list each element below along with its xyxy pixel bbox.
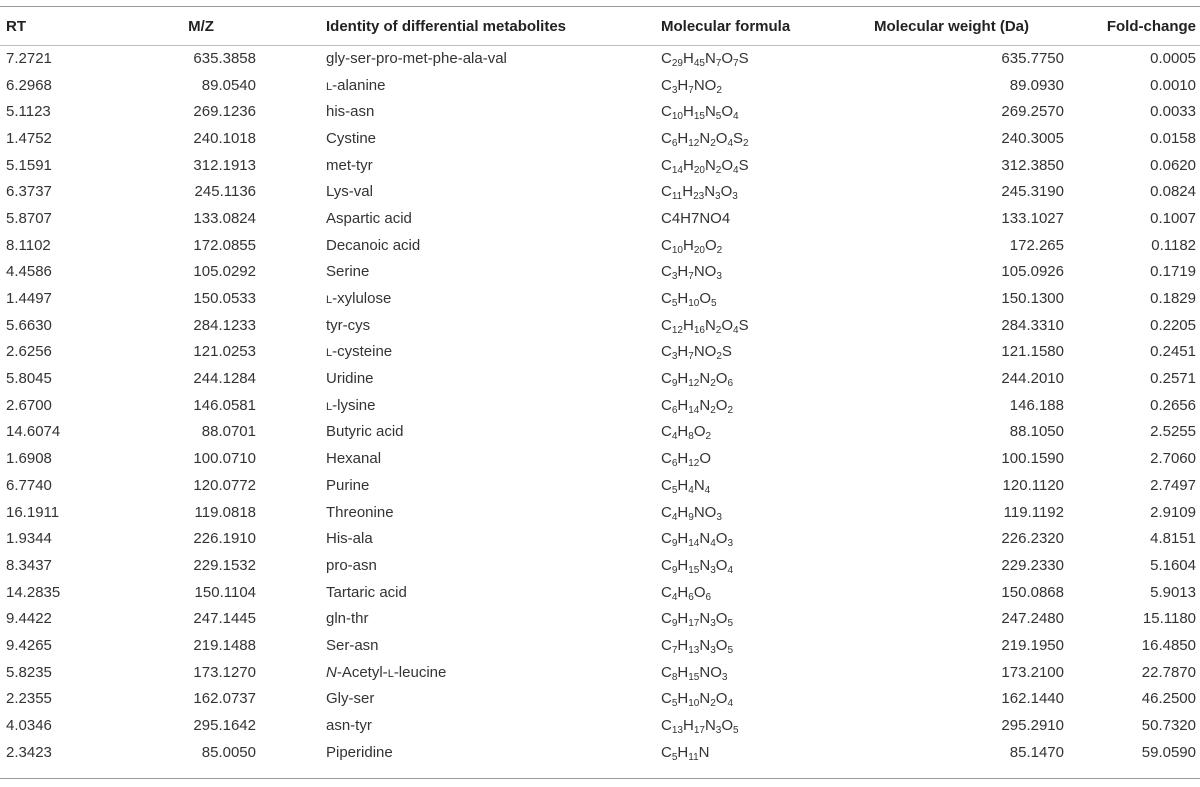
header-rt: RT — [6, 17, 26, 35]
cell-molecular-weight: 162.1440 — [1001, 690, 1064, 708]
cell-mz: 284.1233 — [193, 316, 256, 334]
table-row — [0, 312, 1200, 339]
cell-formula: $C_4H_6O_6$ — [661, 583, 712, 603]
cell-identity: Hexanal — [326, 450, 382, 468]
table-row — [0, 712, 1200, 739]
header-molecular-weight: Molecular weight (Da) — [874, 17, 1030, 35]
cell-identity: Gly-ser — [326, 690, 375, 708]
cell-fold-change: 0.2451 — [1150, 343, 1196, 361]
cell-fold-change: 0.0620 — [1150, 156, 1196, 174]
cell-identity: gln-thr — [326, 610, 369, 628]
cell-rt: 5.6630 — [6, 316, 52, 334]
cell-identity: met-tyr — [326, 156, 373, 174]
cell-rt: 1.6908 — [6, 450, 52, 468]
cell-formula: $C_3H_7NO_2S$ — [661, 343, 732, 363]
cell-identity: tyr-cys — [326, 316, 371, 334]
cell-mz: 146.0581 — [193, 396, 256, 414]
table-row — [0, 739, 1200, 766]
cell-molecular-weight: 312.3850 — [1001, 156, 1064, 174]
cell-rt: 8.1102 — [6, 236, 51, 254]
cell-molecular-weight: 121.1580 — [1001, 343, 1064, 361]
cell-identity: Tartaric acid — [326, 583, 407, 601]
cell-fold-change: 0.0033 — [1150, 103, 1196, 121]
cell-mz: 312.1913 — [193, 156, 256, 174]
cell-formula: $C_6H_{12}O$ — [661, 450, 712, 470]
cell-molecular-weight: 120.1120 — [1002, 476, 1064, 494]
cell-rt: 16.1911 — [6, 503, 60, 521]
cell-formula: $C_9H_{17}N_3O_5$ — [661, 610, 734, 630]
cell-rt: 14.6074 — [6, 423, 61, 441]
table-row — [0, 365, 1200, 392]
cell-mz: 120.0772 — [193, 476, 256, 494]
cell-mz: 133.0824 — [193, 209, 256, 227]
table-row — [0, 152, 1200, 179]
cell-mz: 219.1488 — [193, 636, 256, 654]
table-row — [0, 72, 1200, 99]
cell-mz: 269.1236 — [193, 103, 256, 121]
cell-fold-change: 4.8151 — [1150, 530, 1196, 548]
cell-molecular-weight: 245.3190 — [1001, 183, 1064, 201]
cell-fold-change: 0.0824 — [1150, 183, 1196, 201]
cell-molecular-weight: 295.2910 — [1001, 717, 1064, 735]
cell-identity: Threonine — [326, 503, 394, 521]
cell-mz: 150.1104 — [194, 583, 256, 601]
cell-molecular-weight: 146.188 — [1009, 396, 1064, 414]
cell-fold-change: 0.0010 — [1150, 76, 1196, 94]
metabolites-table — [0, 7, 1200, 766]
cell-fold-change: 5.1604 — [1150, 556, 1196, 574]
cell-rt: 2.6700 — [6, 396, 52, 414]
cell-formula: $C_6H_{14}N_2O_2$ — [661, 396, 734, 416]
cell-mz: 226.1910 — [193, 530, 256, 548]
cell-fold-change: 22.7870 — [1141, 663, 1196, 681]
header-row — [0, 7, 1200, 45]
table-row — [0, 632, 1200, 659]
table-body — [0, 45, 1200, 766]
cell-mz: 247.1445 — [193, 610, 256, 628]
cell-fold-change: 0.2656 — [1150, 396, 1196, 414]
cell-identity: Uridine — [326, 370, 374, 388]
cell-identity: Ser-asn — [326, 636, 379, 654]
cell-formula: $C_{12}H_{16}N_2O_4S$ — [661, 316, 749, 336]
cell-identity: Cystine — [326, 129, 377, 147]
cell-mz: 150.0533 — [193, 290, 256, 308]
cell-identity: Aspartic acid — [326, 209, 412, 227]
cell-rt: 14.2835 — [6, 583, 61, 601]
table-row — [0, 392, 1200, 419]
cell-identity: pro-asn — [326, 556, 377, 574]
cell-rt: 7.2721 — [6, 49, 52, 67]
header-fold-change: Fold-change — [1106, 17, 1196, 35]
cell-rt: 1.9344 — [6, 530, 52, 548]
table-row — [0, 445, 1200, 472]
cell-fold-change: 16.4850 — [1141, 636, 1196, 654]
header-mz: M/Z — [188, 17, 214, 35]
cell-mz: 89.0540 — [201, 76, 256, 94]
cell-formula: $C_{29}H_{45}N_7O_7S$ — [661, 49, 749, 69]
cell-mz: 229.1532 — [193, 556, 256, 574]
cell-molecular-weight: 226.2320 — [1001, 530, 1064, 548]
cell-mz: 244.1284 — [193, 370, 256, 388]
cell-molecular-weight: 105.0926 — [1001, 263, 1064, 281]
cell-formula: $C_6H_{12}N_2O_4S_2$ — [661, 129, 749, 149]
cell-formula: $C_{10}H_{20}O_2$ — [661, 236, 723, 256]
table-row — [0, 686, 1200, 713]
cell-rt: 4.0346 — [6, 717, 52, 735]
cell-fold-change: 15.1180 — [1142, 610, 1196, 628]
cell-identity: Decanoic acid — [326, 236, 421, 254]
cell-identity: His-ala — [326, 530, 373, 548]
cell-molecular-weight: 100.1590 — [1001, 450, 1064, 468]
cell-mz: 245.1136 — [194, 183, 256, 201]
cell-fold-change: 0.1829 — [1150, 290, 1196, 308]
cell-formula: C4H7NO4 — [661, 209, 731, 227]
cell-fold-change: 46.2500 — [1141, 690, 1196, 708]
cell-molecular-weight: 85.1470 — [1009, 743, 1064, 761]
cell-mz: 88.0701 — [201, 423, 256, 441]
cell-rt: 5.1123 — [6, 103, 51, 121]
cell-fold-change: 2.7060 — [1150, 450, 1196, 468]
table-row — [0, 205, 1200, 232]
cell-rt: 6.7740 — [6, 476, 52, 494]
cell-rt: 1.4752 — [6, 129, 52, 147]
cell-mz: 121.0253 — [193, 343, 256, 361]
table-row — [0, 285, 1200, 312]
cell-rt: 9.4265 — [6, 636, 52, 654]
cell-formula: $C_5H_{11}N$ — [661, 743, 710, 763]
cell-formula: $C_{11}H_{23}N_3O_3$ — [661, 183, 738, 203]
cell-mz: 172.0855 — [193, 236, 256, 254]
cell-fold-change: 2.7497 — [1150, 476, 1196, 494]
cell-molecular-weight: 133.1027 — [1001, 209, 1064, 227]
cell-rt: 2.2355 — [6, 690, 52, 708]
cell-rt: 6.2968 — [6, 76, 52, 94]
cell-formula: $C_{13}H_{17}N_3O_5$ — [661, 717, 739, 737]
cell-formula: $C_9H_{14}N_4O_3$ — [661, 530, 734, 550]
cell-identity: Serine — [326, 263, 370, 281]
cell-identity: his-asn — [326, 103, 375, 121]
cell-rt: 1.4497 — [6, 290, 52, 308]
cell-rt: 5.8045 — [6, 370, 52, 388]
cell-molecular-weight: 229.2330 — [1001, 556, 1064, 574]
cell-formula: $C_5H_{10}O_5$ — [661, 290, 717, 310]
cell-formula: $C_9H_{15}N_3O_4$ — [661, 556, 734, 576]
cell-identity: N-Acetyl-l-leucine — [326, 663, 447, 681]
cell-molecular-weight: 635.7750 — [1001, 49, 1064, 67]
cell-formula: $C_8H_{15}NO_3$ — [661, 663, 728, 683]
cell-identity: l-lysine — [326, 396, 376, 414]
cell-formula: $C_{14}H_{20}N_2O_4S$ — [661, 156, 749, 176]
table-row — [0, 419, 1200, 446]
cell-rt: 5.8707 — [6, 209, 52, 227]
cell-identity: Purine — [326, 476, 370, 494]
cell-molecular-weight: 244.2010 — [1001, 370, 1064, 388]
cell-formula: $C_4H_9NO_3$ — [661, 503, 722, 523]
cell-formula: $C_4H_8O_2$ — [661, 423, 712, 443]
table-row — [0, 525, 1200, 552]
cell-identity: Piperidine — [326, 743, 393, 761]
table-row — [0, 552, 1200, 579]
cell-fold-change: 50.7320 — [1141, 717, 1196, 735]
table-row — [0, 472, 1200, 499]
table-row — [0, 178, 1200, 205]
cell-fold-change: 0.2205 — [1150, 316, 1196, 334]
cell-molecular-weight: 284.3310 — [1001, 316, 1064, 334]
cell-molecular-weight: 219.1950 — [1001, 636, 1064, 654]
table-row — [0, 45, 1200, 72]
table-row — [0, 605, 1200, 632]
cell-rt: 5.1591 — [6, 156, 52, 174]
cell-rt: 2.6256 — [6, 343, 52, 361]
cell-molecular-weight: 150.0868 — [1001, 583, 1064, 601]
cell-fold-change: 2.5255 — [1150, 423, 1196, 441]
cell-mz: 635.3858 — [193, 49, 256, 67]
cell-formula: $C_5H_4N_4$ — [661, 476, 711, 496]
cell-molecular-weight: 240.3005 — [1001, 129, 1064, 147]
header-formula: Molecular formula — [661, 17, 791, 35]
cell-fold-change: 2.9109 — [1150, 503, 1196, 521]
table-row — [0, 98, 1200, 125]
cell-mz: 119.0818 — [194, 503, 256, 521]
cell-molecular-weight: 119.1192 — [1003, 503, 1064, 521]
cell-molecular-weight: 88.1050 — [1009, 423, 1064, 441]
cell-formula: $C_7H_{13}N_3O_5$ — [661, 636, 734, 656]
cell-formula: $C_3H_7NO_3$ — [661, 263, 722, 283]
table-row — [0, 499, 1200, 526]
cell-fold-change: 0.0158 — [1150, 129, 1196, 147]
header-identity: Identity of differential metabolites — [326, 17, 567, 35]
table-row — [0, 339, 1200, 366]
cell-identity: l-xylulose — [326, 290, 392, 308]
bottom-rule — [0, 778, 1200, 779]
cell-rt: 2.3423 — [6, 743, 52, 761]
cell-mz: 162.0737 — [193, 690, 256, 708]
cell-mz: 85.0050 — [201, 743, 256, 761]
cell-mz: 105.0292 — [193, 263, 256, 281]
cell-identity: gly-ser-pro-met-phe-ala-val — [326, 49, 507, 67]
cell-molecular-weight: 173.2100 — [1001, 663, 1064, 681]
cell-fold-change: 0.0005 — [1150, 49, 1196, 67]
cell-rt: 4.4586 — [6, 263, 52, 281]
table-row — [0, 232, 1200, 259]
cell-identity: asn-tyr — [326, 717, 372, 735]
cell-rt: 9.4422 — [6, 610, 52, 628]
cell-identity: Lys-val — [326, 183, 373, 201]
cell-mz: 173.1270 — [193, 663, 256, 681]
cell-molecular-weight: 247.2480 — [1001, 610, 1064, 628]
cell-mz: 295.1642 — [193, 717, 256, 735]
cell-formula: $C_3H_7NO_2$ — [661, 76, 722, 96]
cell-molecular-weight: 89.0930 — [1009, 76, 1064, 94]
cell-identity: l-cysteine — [326, 343, 393, 361]
cell-fold-change: 0.1182 — [1151, 236, 1196, 254]
table-row — [0, 659, 1200, 686]
cell-molecular-weight: 150.1300 — [1001, 290, 1064, 308]
table-row — [0, 579, 1200, 606]
cell-fold-change: 0.2571 — [1150, 370, 1196, 388]
cell-rt: 5.8235 — [6, 663, 52, 681]
cell-formula: $C_5H_{10}N_2O_4$ — [661, 690, 734, 710]
cell-formula: $C_{10}H_{15}N_5O_4$ — [661, 103, 739, 123]
cell-fold-change: 0.1719 — [1150, 263, 1196, 281]
cell-molecular-weight: 172.265 — [1009, 236, 1064, 254]
table-row — [0, 125, 1200, 152]
cell-fold-change: 5.9013 — [1150, 583, 1196, 601]
cell-fold-change: 59.0590 — [1141, 743, 1196, 761]
cell-rt: 8.3437 — [6, 556, 52, 574]
cell-molecular-weight: 269.2570 — [1001, 103, 1064, 121]
cell-identity: l-alanine — [326, 76, 386, 94]
table-row — [0, 259, 1200, 286]
cell-rt: 6.3737 — [6, 183, 52, 201]
cell-identity: Butyric acid — [326, 423, 404, 441]
cell-formula: $C_9H_{12}N_2O_6$ — [661, 370, 734, 390]
cell-fold-change: 0.1007 — [1150, 209, 1196, 227]
cell-mz: 100.0710 — [193, 450, 256, 468]
cell-mz: 240.1018 — [193, 129, 256, 147]
